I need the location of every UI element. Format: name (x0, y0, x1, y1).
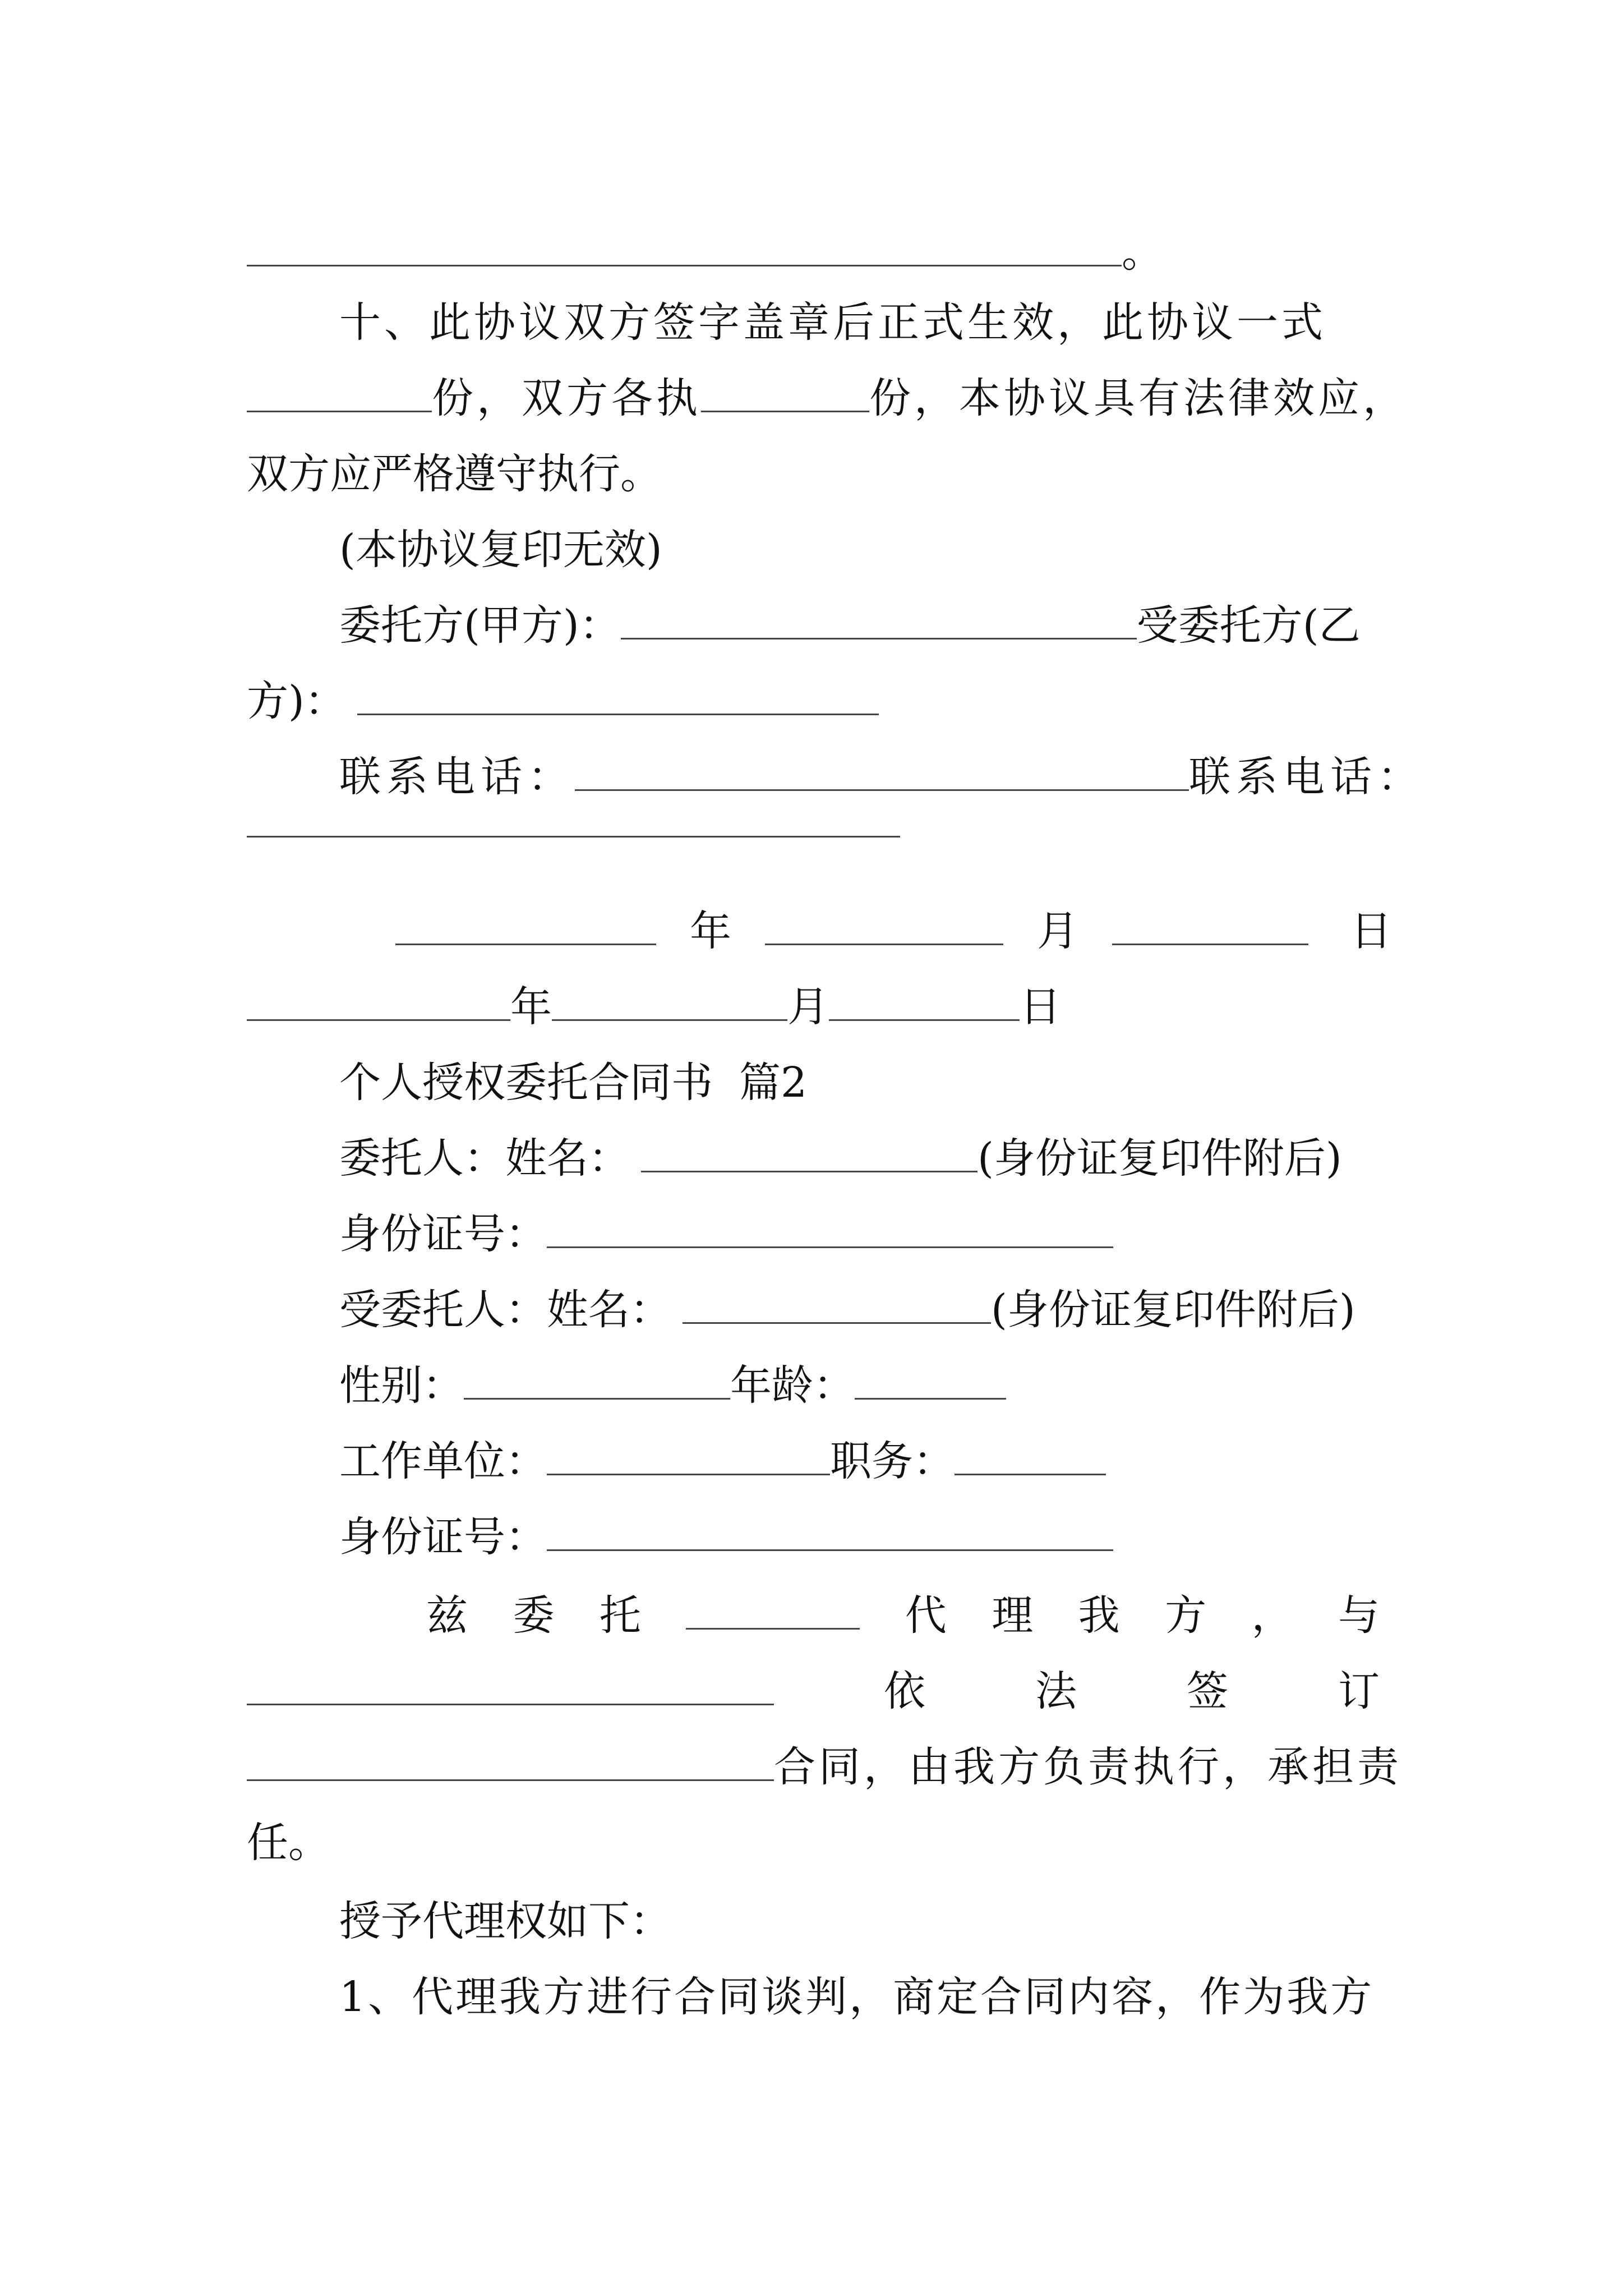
agent-id-copy-note: (身份证复印件附后) (991, 1286, 1355, 1334)
clause-ten-line (339, 295, 1326, 351)
sign-char: 法 (1035, 1667, 1077, 1715)
period-text: 。 (1122, 228, 1163, 277)
copies-each-blank[interactable] (701, 399, 869, 412)
section-heading: 个人授权委托合同书 篇2 (339, 1059, 808, 1107)
gender-age-line (339, 1358, 1006, 1414)
principal-id-label: 身份证号： (339, 1210, 547, 1258)
sign-char: 签 (1187, 1667, 1228, 1715)
powers-heading-line (339, 1893, 671, 1949)
agent-name-label: 受委托人：姓名： (339, 1286, 671, 1334)
gender-blank[interactable] (464, 1387, 730, 1400)
comply-text: 双方应严格遵守执行。 (247, 450, 662, 498)
represent-char: 理 (992, 1591, 1034, 1640)
principal-party-label: 委托方(甲方)： (339, 601, 621, 650)
no-copy-note: (本协议复印无效) (339, 526, 662, 574)
agent-id-label: 身份证号： (339, 1513, 547, 1561)
agent-party-line (247, 673, 879, 729)
principal-name-label: 委托人：姓名： (339, 1134, 630, 1182)
sign-line (247, 1663, 1380, 1719)
sign-char: 依 (884, 1667, 925, 1715)
month-blank[interactable] (765, 932, 1003, 945)
position-blank[interactable] (955, 1462, 1106, 1475)
power-item-1: 1、代理我方进行合同谈判，商定合同内容，作为我方 (339, 1973, 1375, 2021)
age-label: 年龄： (730, 1361, 855, 1410)
date-line-2 (247, 979, 1061, 1035)
agent-name-blank[interactable] (683, 1311, 991, 1324)
entrusted-agent-blank[interactable] (686, 1617, 860, 1630)
year-label-2: 年 (510, 983, 552, 1031)
workplace-line (339, 1433, 1106, 1489)
agent-party-label: 受委托方(乙 (1136, 601, 1361, 650)
principal-name-blank[interactable] (641, 1159, 978, 1172)
entrust-char: 托 (599, 1591, 641, 1640)
position-label: 职务： (830, 1437, 955, 1485)
parties-line (339, 597, 1361, 654)
agent-name-line (339, 1282, 1355, 1338)
principal-name-line (339, 1130, 1342, 1186)
agent-phone-blank[interactable] (247, 825, 900, 838)
phone-line (339, 749, 1424, 805)
principal-id-line (339, 1206, 1113, 1262)
responsibility-line (247, 1815, 330, 1871)
date-line-1 (395, 903, 1392, 959)
agent-phone-label: 联系电话： (1189, 753, 1424, 801)
year-blank[interactable] (395, 932, 656, 945)
comply-line (247, 446, 662, 502)
clause-ten-text: 十、此协议双方签字盖章后正式生效，此协议一式 (339, 298, 1326, 347)
entrust-char: 委 (513, 1591, 555, 1640)
agent-id-line (339, 1509, 1113, 1565)
copies-line (247, 370, 1408, 426)
responsibility-text: 任。 (247, 1819, 330, 1867)
no-copy-line (339, 522, 662, 578)
workplace-label: 工作单位： (339, 1437, 547, 1485)
section-heading-line (339, 1055, 807, 1111)
contract-line (247, 1739, 1402, 1795)
represent-char: 方 (1165, 1591, 1207, 1640)
contract-name-blank[interactable] (247, 1768, 774, 1781)
line-continuation (247, 224, 1163, 280)
represent-char: ， (1251, 1591, 1293, 1640)
principal-id-copy-note: (身份证复印件附后) (978, 1134, 1342, 1182)
copies-total-blank[interactable] (247, 399, 432, 412)
powers-heading: 授予代理权如下： (339, 1897, 671, 1945)
day-blank-2[interactable] (829, 1008, 1020, 1021)
phone-blank-line (247, 825, 900, 881)
blank-field[interactable] (247, 254, 1122, 266)
represent-char: 代 (905, 1591, 947, 1640)
workplace-blank[interactable] (547, 1462, 830, 1475)
agent-party-blank[interactable] (357, 702, 879, 715)
year-blank-2[interactable] (247, 1008, 510, 1021)
month-label-2: 月 (787, 983, 829, 1031)
month-label: 月 (1037, 907, 1078, 955)
day-label-2: 日 (1020, 983, 1061, 1031)
year-label: 年 (690, 907, 731, 955)
counterparty-blank[interactable] (247, 1692, 774, 1705)
represent-char: 与 (1338, 1591, 1380, 1640)
entrust-char: 兹 (426, 1591, 468, 1640)
copies-text-b: 份，本协议具有法律效应， (869, 374, 1408, 422)
power-item-1-line (339, 1969, 1374, 2025)
day-label: 日 (1350, 907, 1392, 955)
entrust-line (426, 1588, 1380, 1644)
represent-char: 我 (1078, 1591, 1120, 1640)
day-blank[interactable] (1112, 932, 1308, 945)
copies-text-a: 份，双方各执 (432, 374, 701, 422)
contract-text: 合同，由我方负责执行，承担责 (774, 1743, 1402, 1791)
principal-phone-blank[interactable] (575, 778, 1189, 791)
sign-char: 订 (1338, 1667, 1380, 1715)
age-blank[interactable] (855, 1387, 1006, 1400)
principal-id-blank[interactable] (547, 1235, 1113, 1248)
principal-phone-label: 联系电话： (339, 753, 575, 801)
gender-label: 性别： (339, 1361, 464, 1410)
principal-party-blank[interactable] (621, 627, 1137, 639)
month-blank-2[interactable] (552, 1008, 787, 1021)
agent-party-label-end: 方)： (247, 677, 346, 725)
agent-id-blank[interactable] (547, 1538, 1113, 1551)
